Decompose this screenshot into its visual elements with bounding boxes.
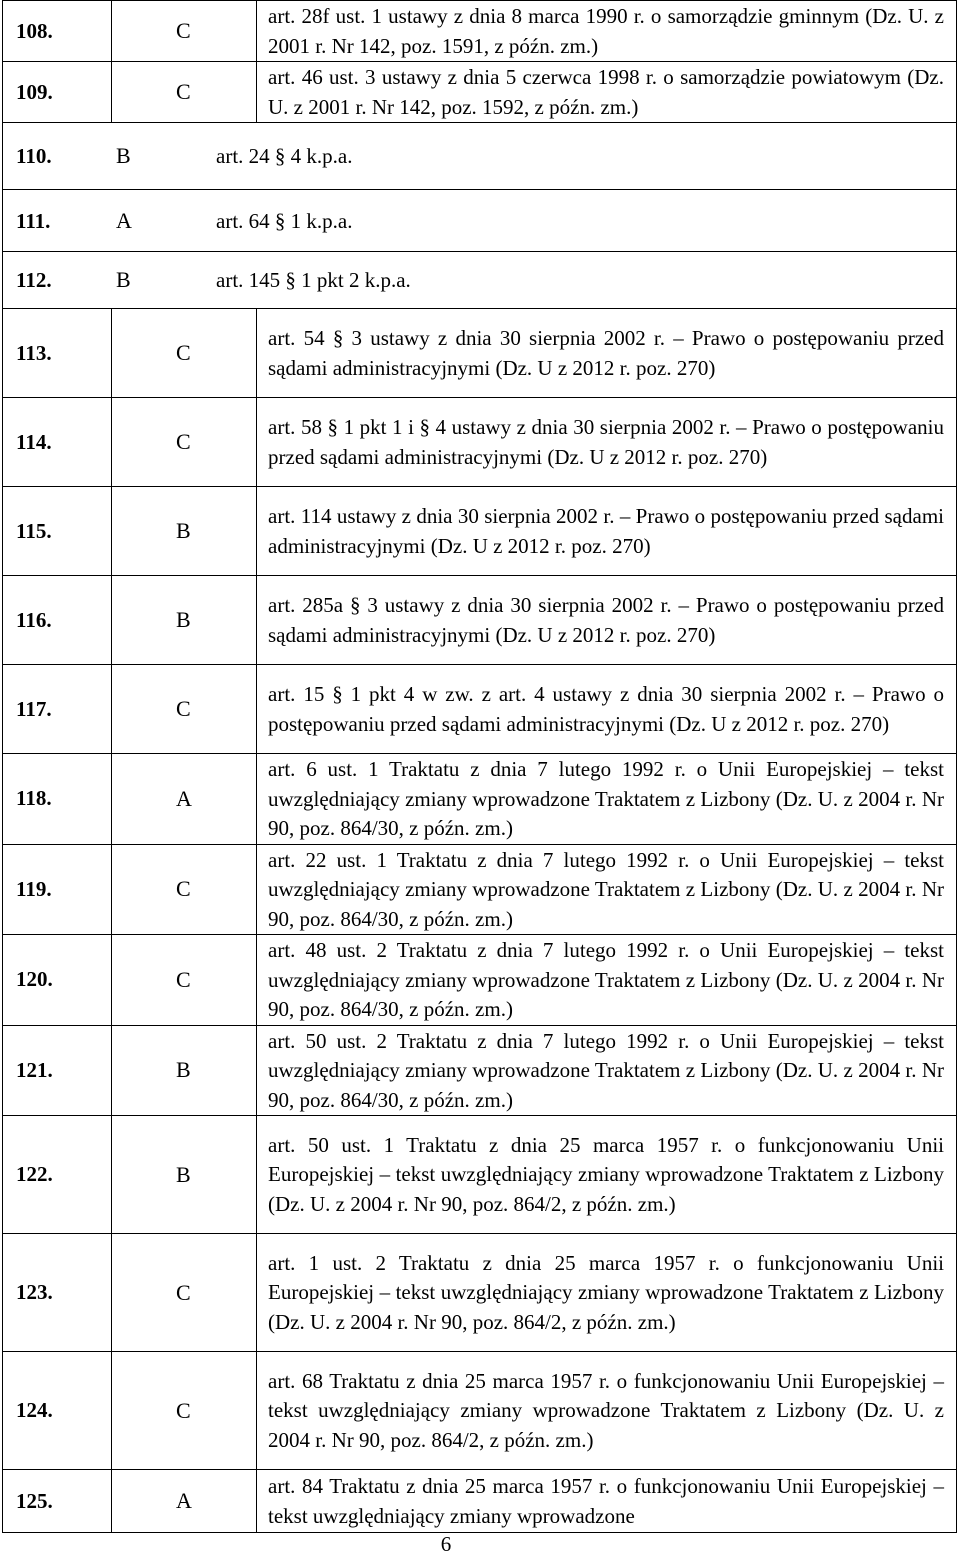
table-row <box>3 190 957 252</box>
question-number: 115. <box>3 487 112 576</box>
table-row <box>3 576 957 665</box>
answer-letter: B <box>176 518 191 543</box>
question-number: 112. <box>16 268 52 292</box>
table-row <box>3 1234 957 1352</box>
answer-letter-cell <box>112 1234 257 1352</box>
answer-letter-cell <box>112 576 257 665</box>
answer-letter-cell <box>112 754 257 845</box>
answer-letter-cell <box>112 844 257 935</box>
question-number: 123. <box>3 1234 112 1352</box>
table-row <box>3 123 957 190</box>
table-row <box>3 844 957 935</box>
question-number: 125. <box>3 1470 112 1533</box>
question-number: 111. <box>16 208 51 233</box>
answer-letter-cell <box>112 487 257 576</box>
legal-basis: art. 46 ust. 3 ustawy z dnia 5 czerwca 1998 r. o samorządzie powiatowym (Dz. U. z 2001 r. Nr 142, poz. 1592, z późn. zm.) <box>257 62 957 123</box>
answer-letter: B <box>176 1161 191 1187</box>
answer-letter-cell <box>112 62 257 123</box>
question-number: 119. <box>3 844 112 935</box>
answer-letter: B <box>176 1057 191 1083</box>
answer-letter: B <box>176 607 191 632</box>
answer-letter-cell <box>112 935 257 1026</box>
legal-basis: art. 48 ust. 2 Traktatu z dnia 7 lutego 1992 r. o Unii Europejskiej – tekst uwzględniający zmiany wprowadzone Traktatem z Lizbony (Dz. U. z 2004 r. Nr 90, poz. 864/30, z późn. zm.) <box>257 935 957 1026</box>
answer-letter: A <box>116 207 132 233</box>
answer-letter-cell <box>112 1 257 62</box>
table-row <box>3 665 957 754</box>
answer-letter: C <box>176 696 191 721</box>
table-row <box>3 754 957 845</box>
legal-basis: art. 1 ust. 2 Traktatu z dnia 25 marca 1957 r. o funkcjonowaniu Unii Europejskiej – tekst uwzględniający zmiany wprowadzone Traktatem z Lizbony (Dz. U. z 2004 r. Nr 90, poz. 864/2, z późn. zm.) <box>257 1234 957 1352</box>
question-number: 116. <box>3 576 112 665</box>
question-number: 114. <box>3 398 112 487</box>
answer-letter-cell <box>112 1116 257 1234</box>
answer-letter: C <box>176 966 191 992</box>
table-row <box>3 1 957 62</box>
legal-basis: art. 22 ust. 1 Traktatu z dnia 7 lutego 1992 r. o Unii Europejskiej – tekst uwzględniający zmiany wprowadzone Traktatem z Lizbony (Dz. U. z 2004 r. Nr 90, poz. 864/30, z późn. zm.) <box>257 844 957 935</box>
table-row <box>3 1352 957 1470</box>
single-line-row <box>3 123 957 190</box>
question-number: 121. <box>3 1025 112 1116</box>
answer-letter-cell <box>112 398 257 487</box>
answer-letter-cell <box>112 665 257 754</box>
answer-letter: C <box>176 340 191 365</box>
answer-key-table <box>2 0 957 1533</box>
legal-basis: art. 68 Traktatu z dnia 25 marca 1957 r. o funkcjonowaniu Unii Europejskiej – tekst uwzględniający zmiany wprowadzone Traktatem z Lizbony (Dz. U. z 2004 r. Nr 90, poz. 864/2, z późn. zm.) <box>257 1352 957 1470</box>
table-row <box>3 1025 957 1116</box>
answer-letter-cell <box>112 1470 257 1533</box>
question-number: 113. <box>3 309 112 398</box>
legal-basis: art. 54 § 3 ustawy z dnia 30 sierpnia 2002 r. – Prawo o postępowaniu przed sądami administracyjnymi (Dz. U z 2012 r. poz. 270) <box>257 309 957 398</box>
question-number: 110. <box>16 144 52 168</box>
legal-basis: art. 15 § 1 pkt 4 w zw. z art. 4 ustawy z dnia 30 sierpnia 2002 r. – Prawo o postępowaniu przed sądami administracyjnymi (Dz. U z 2012 r. poz. 270) <box>257 665 957 754</box>
answer-letter: C <box>176 18 191 43</box>
question-number: 122. <box>3 1116 112 1234</box>
question-number: 117. <box>3 665 112 754</box>
table-row <box>3 62 957 123</box>
question-number: 109. <box>3 62 112 123</box>
table-row <box>3 398 957 487</box>
legal-basis: art. 58 § 1 pkt 1 i § 4 ustawy z dnia 30 sierpnia 2002 r. – Prawo o postępowaniu przed sądami administracyjnymi (Dz. U z 2012 r. poz. 270) <box>257 398 957 487</box>
legal-basis: art. 64 § 1 k.p.a. <box>216 208 353 233</box>
answer-letter-cell <box>112 1025 257 1116</box>
table-row <box>3 1470 957 1533</box>
question-number: 124. <box>3 1352 112 1470</box>
answer-letter: C <box>176 1279 191 1305</box>
answer-letter: A <box>176 785 192 811</box>
answer-letter-cell <box>112 1352 257 1470</box>
legal-basis: art. 145 § 1 pkt 2 k.p.a. <box>216 268 411 292</box>
legal-basis: art. 114 ustawy z dnia 30 sierpnia 2002 r. – Prawo o postępowaniu przed sądami administracyjnymi (Dz. U z 2012 r. poz. 270) <box>257 487 957 576</box>
legal-basis: art. 6 ust. 1 Traktatu z dnia 7 lutego 1992 r. o Unii Europejskiej – tekst uwzględniający zmiany wprowadzone Traktatem z Lizbony (Dz. U. z 2004 r. Nr 90, poz. 864/30, z późn. zm.) <box>257 754 957 845</box>
answer-letter: C <box>176 429 191 454</box>
question-number: 118. <box>3 754 112 845</box>
answer-letter: B <box>116 143 131 168</box>
question-number: 120. <box>3 935 112 1026</box>
table-row <box>3 309 957 398</box>
legal-basis: art. 50 ust. 2 Traktatu z dnia 7 lutego 1992 r. o Unii Europejskiej – tekst uwzględniający zmiany wprowadzone Traktatem z Lizbony (Dz. U. z 2004 r. Nr 90, poz. 864/30, z późn. zm.) <box>257 1025 957 1116</box>
legal-basis: art. 84 Traktatu z dnia 25 marca 1957 r. o funkcjonowaniu Unii Europejskiej – tekst uwzględniający zmiany wprowadzone <box>257 1470 957 1533</box>
question-number: 108. <box>3 1 112 62</box>
page-number: 6 <box>440 1532 452 1556</box>
legal-basis: art. 50 ust. 1 Traktatu z dnia 25 marca 1957 r. o funkcjonowaniu Unii Europejskiej – tekst uwzględniający zmiany wprowadzone Traktatem z Lizbony (Dz. U. z 2004 r. Nr 90, poz. 864/2, z późn. zm.) <box>257 1116 957 1234</box>
answer-letter: C <box>176 876 191 902</box>
table-row <box>3 252 957 309</box>
legal-basis: art. 24 § 4 k.p.a. <box>216 144 353 168</box>
answer-letter: B <box>116 267 131 292</box>
answer-letter: A <box>176 1488 192 1513</box>
table-row <box>3 1116 957 1234</box>
single-line-row <box>3 252 957 309</box>
legal-basis: art. 28f ust. 1 ustawy z dnia 8 marca 1990 r. o samorządzie gminnym (Dz. U. z 2001 r. Nr 142, poz. 1591, z późn. zm.) <box>257 1 957 62</box>
answer-letter: C <box>176 1397 191 1423</box>
single-line-row <box>3 190 957 252</box>
answer-letter: C <box>176 79 191 104</box>
table-row <box>3 935 957 1026</box>
answer-letter-cell <box>112 309 257 398</box>
table-row <box>3 487 957 576</box>
legal-basis: art. 285a § 3 ustawy z dnia 30 sierpnia 2002 r. – Prawo o postępowaniu przed sądami administracyjnymi (Dz. U z 2012 r. poz. 270) <box>257 576 957 665</box>
